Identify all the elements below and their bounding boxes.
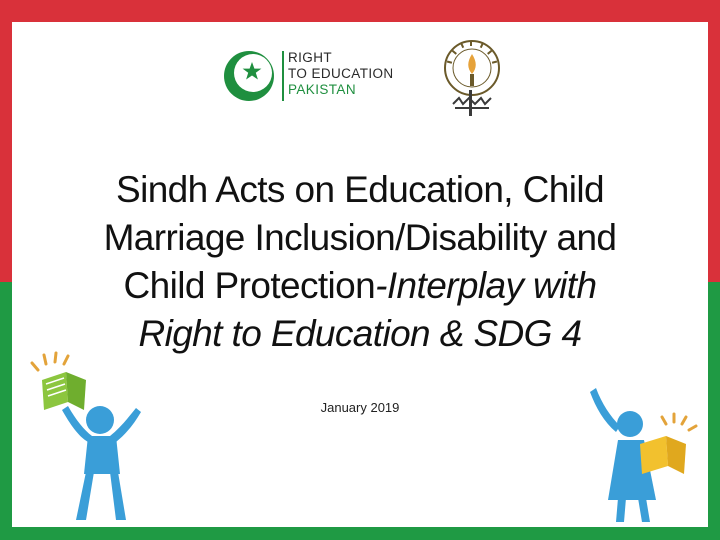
title-line-3-plain: Child Protection <box>123 265 376 306</box>
title-line-3 <box>40 262 680 310</box>
seal-emblem-icon <box>441 38 503 118</box>
child-reading-icon <box>28 350 158 525</box>
title-line-3-italic: -Interplay with <box>375 265 597 306</box>
rte-logo-text <box>288 50 394 98</box>
title-line-1: Sindh Acts on Education, Child <box>116 169 604 210</box>
logo-divider <box>282 51 284 101</box>
child-cheering-icon <box>590 380 700 525</box>
title-line-4: Right to Education & SDG 4 <box>138 313 582 354</box>
title-line-2: Marriage Inclusion/Disability and <box>103 217 617 258</box>
logo-line-pakistan: PAKISTAN <box>288 82 356 97</box>
presentation-date: January 2019 <box>320 400 400 415</box>
crescent-star-icon <box>222 49 276 103</box>
logo-line-to-education: TO EDUCATION <box>288 66 394 81</box>
slide-title <box>40 166 680 358</box>
logo-line-right: RIGHT <box>288 50 332 65</box>
rte-logo <box>222 47 422 105</box>
